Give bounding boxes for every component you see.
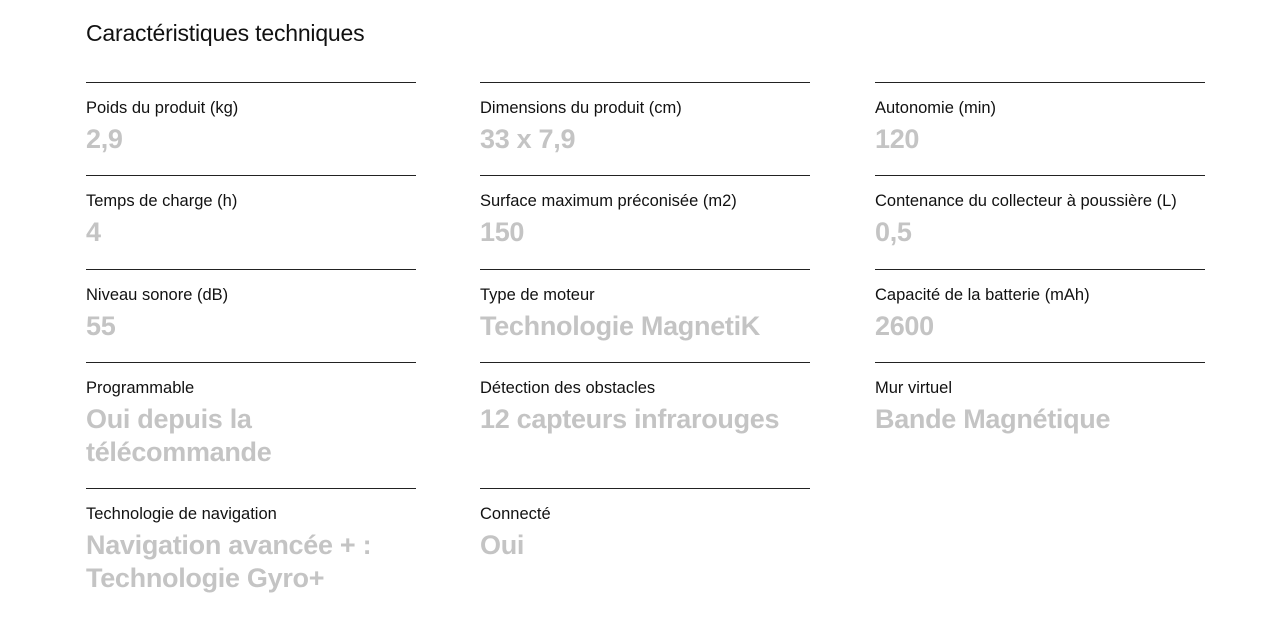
spec-label: Mur virtuel [875, 379, 953, 397]
spec-programmable [86, 362, 416, 469]
spec-motor-type [480, 269, 810, 343]
spec-value: Navigation avancée + : Technologie Gyro+ [86, 530, 372, 593]
spec-value: 150 [480, 217, 525, 247]
spec-obstacle-detection [480, 362, 810, 436]
spec-value: 33 x 7,9 [480, 124, 576, 154]
spec-autonomy [875, 82, 1205, 156]
spec-label: Type de moteur [480, 286, 595, 304]
spec-value: 55 [86, 311, 116, 341]
spec-value: Bande Magnétique [875, 404, 1111, 434]
spec-connected [480, 488, 810, 562]
spec-label: Niveau sonore (dB) [86, 286, 229, 304]
spec-label: Autonomie (min) [875, 99, 997, 117]
spec-value: 2,9 [86, 124, 123, 154]
spec-value: 0,5 [875, 217, 912, 247]
spec-label: Surface maximum préconisée (m2) [480, 192, 737, 210]
spec-label: Dimensions du produit (cm) [480, 99, 682, 117]
spec-label: Poids du produit (kg) [86, 99, 239, 117]
spec-label: Technologie de navigation [86, 505, 277, 523]
spec-max-surface [480, 175, 810, 249]
spec-value: 120 [875, 124, 920, 154]
spec-label: Temps de charge (h) [86, 192, 238, 210]
spec-dimensions [480, 82, 810, 156]
spec-battery-capacity [875, 269, 1205, 343]
spec-value: 12 capteurs infrarouges [480, 404, 780, 434]
spec-value: Oui depuis la télécommande [86, 404, 272, 467]
spec-weight [86, 82, 416, 156]
spec-label: Connecté [480, 505, 551, 523]
spec-value: Technologie MagnetiK [480, 311, 761, 341]
spec-dust-capacity [875, 175, 1205, 249]
spec-label: Programmable [86, 379, 195, 397]
spec-label: Capacité de la batterie (mAh) [875, 286, 1090, 304]
spec-virtual-wall [875, 362, 1205, 436]
spec-navigation [86, 488, 416, 595]
spec-value: 2600 [875, 311, 934, 341]
spec-value: Oui [480, 530, 525, 560]
spec-label: Contenance du collecteur à poussière (L) [875, 192, 1177, 210]
spec-charge-time [86, 175, 416, 249]
spec-label: Détection des obstacles [480, 379, 656, 397]
spec-value: 4 [86, 217, 101, 247]
spec-noise-level [86, 269, 416, 343]
page-title: Caractéristiques techniques [86, 20, 365, 46]
